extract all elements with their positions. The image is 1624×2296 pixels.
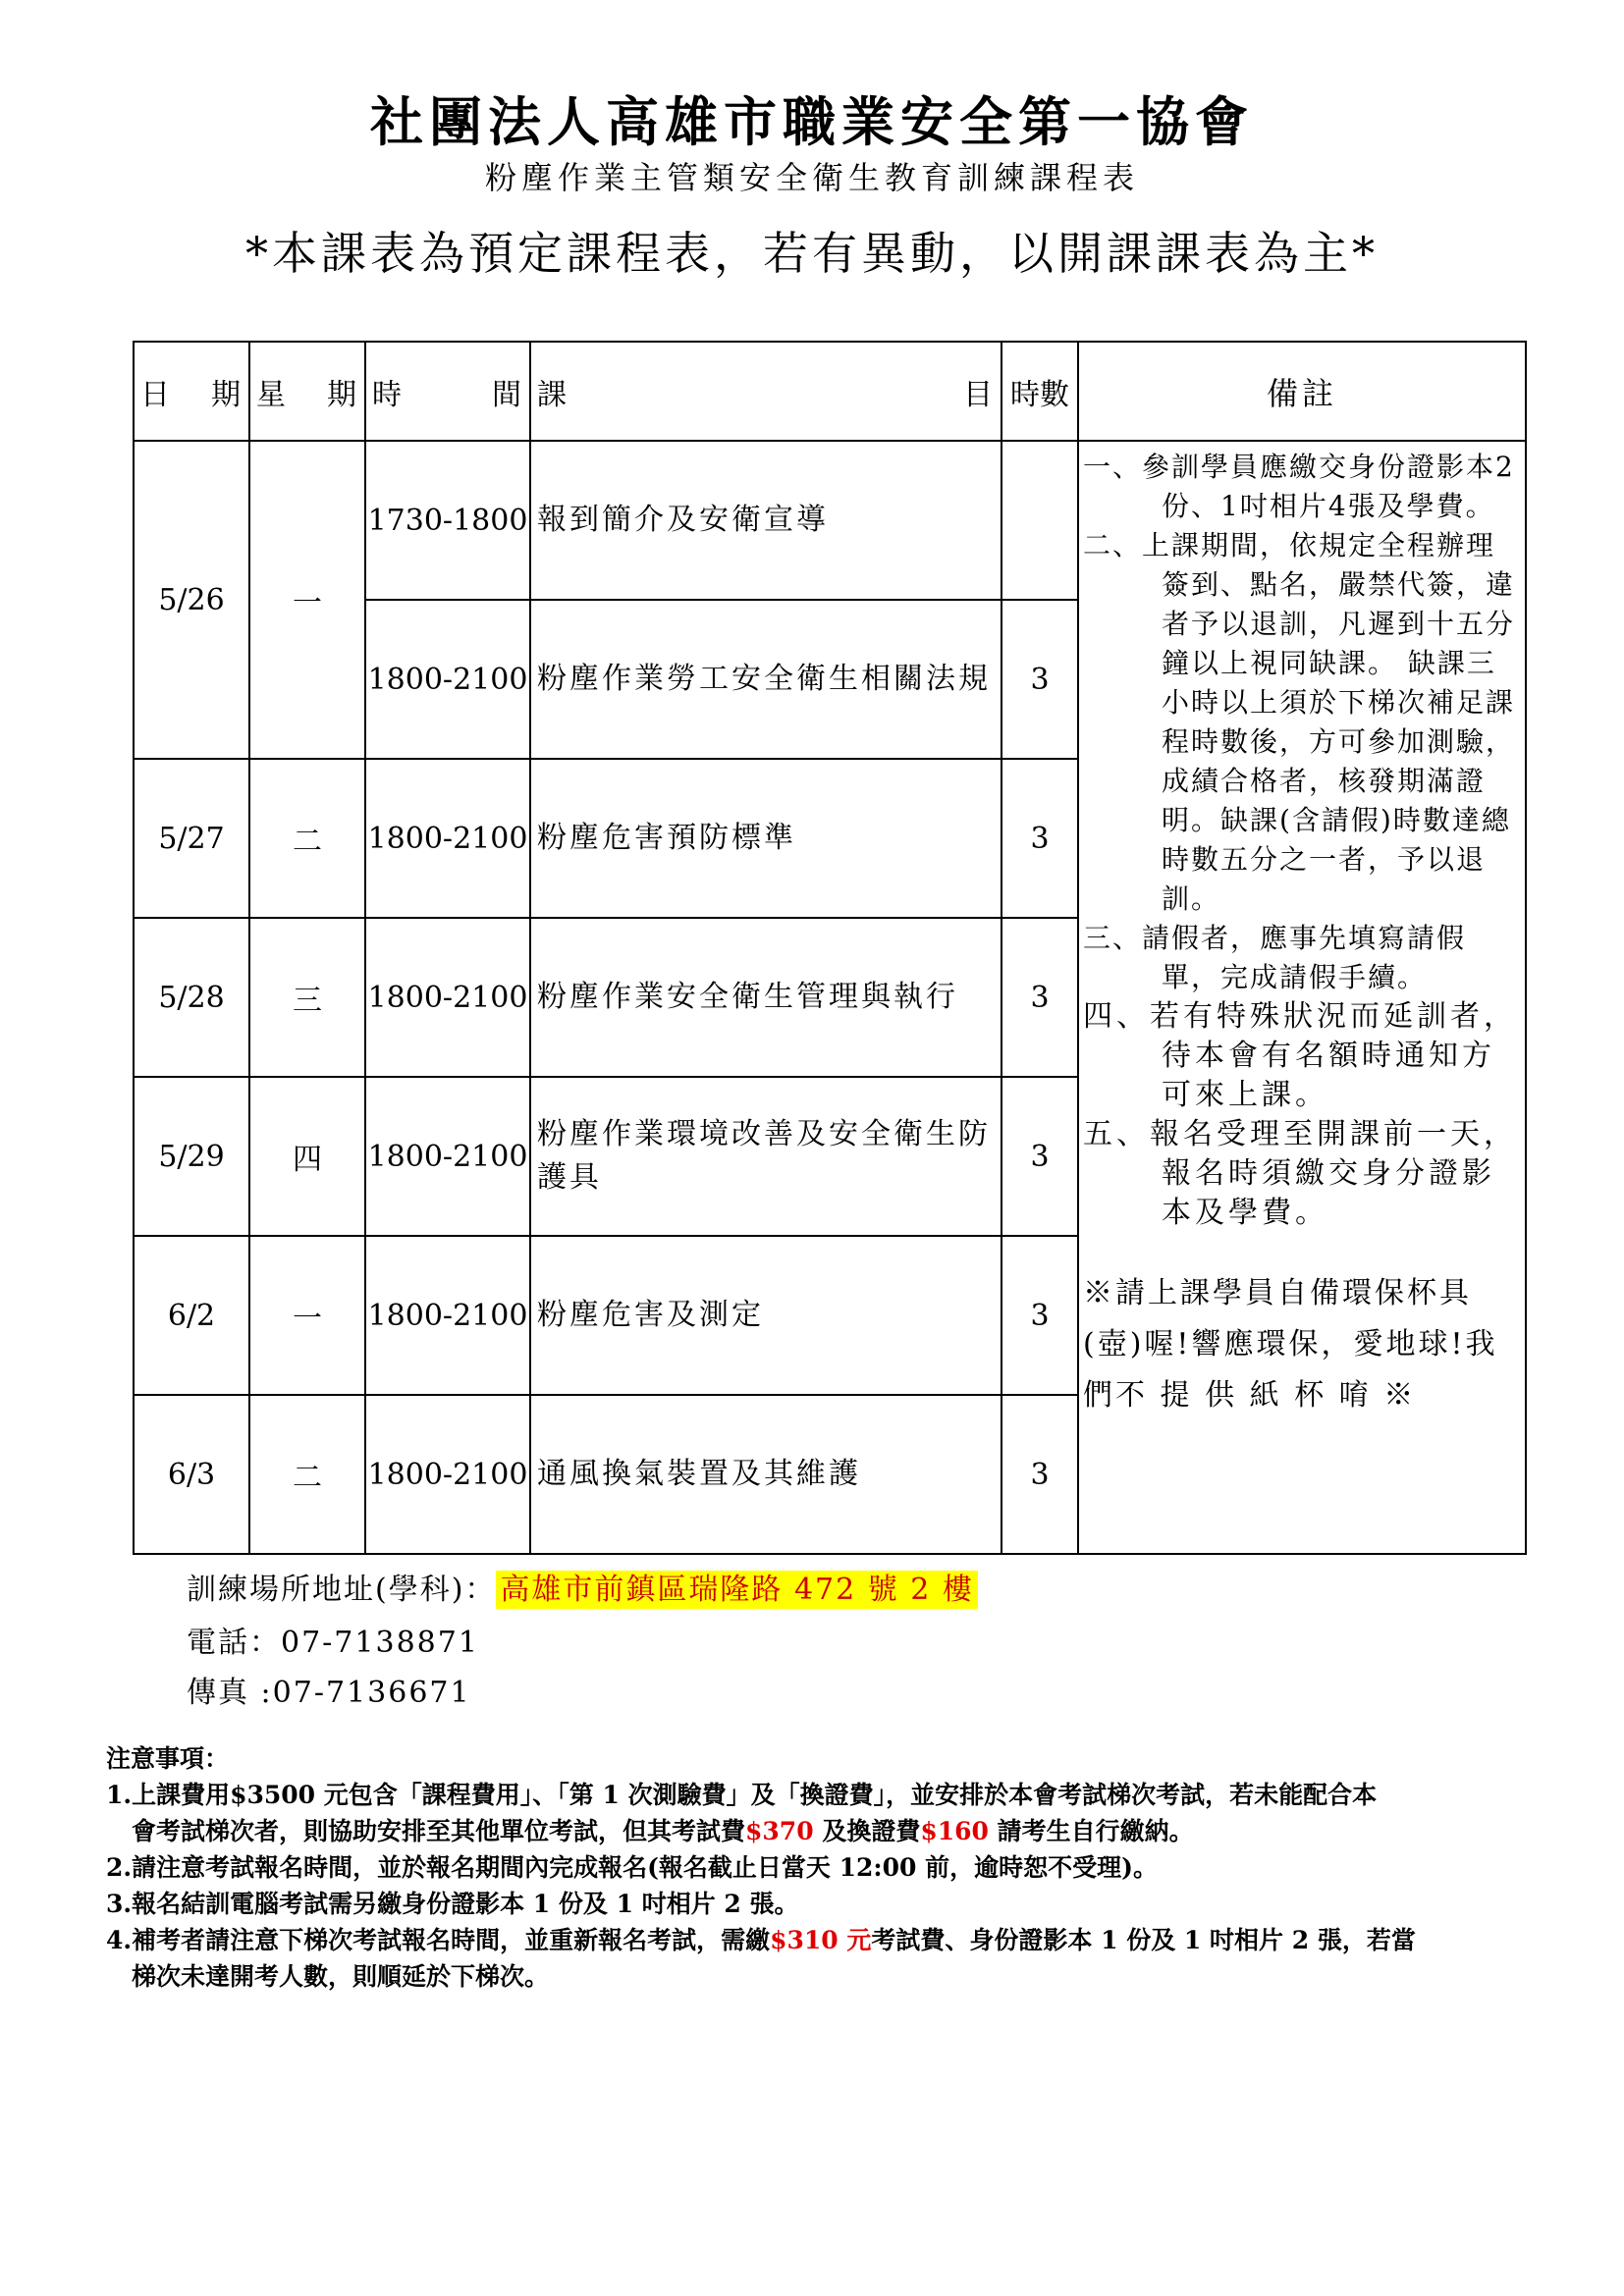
schedule-notice: *本課表為預定課程表，若有異動，以開課課表為主* (245, 227, 1379, 280)
row-hours (1001, 441, 1078, 600)
header-time: 時 間 (365, 342, 530, 441)
header-course: 課 目 (530, 342, 1001, 441)
row-weekday: 二 (249, 759, 365, 918)
remark-4: 四、若有特殊狀況而延訓者，待本會有名額時通知方可來上課。 (1083, 999, 1517, 1112)
row-date: 5/28 (134, 918, 249, 1077)
row-date: 6/3 (134, 1395, 249, 1554)
row-hours: 3 (1001, 1236, 1078, 1395)
phone-value: 07-7138871 (281, 1626, 479, 1660)
phone-line (187, 1618, 479, 1661)
row-hours: 3 (1001, 1077, 1078, 1236)
fax-line (187, 1668, 471, 1711)
row-course: 粉塵作業環境改善及安全衛生防護具 (530, 1077, 1001, 1236)
row-time: 1800-2100 (365, 1395, 530, 1554)
remark-2: 二、上課期間，依規定全程辦理簽到、點名，嚴禁代簽，違者予以退訓，凡遲到十五分鐘以上視同缺課。 缺課三小時以上須於下梯次補足課程時數後，方可參加測驗，成績合格者，核發期滿證明。缺課(含請假)時數達總時數五分之一者，予以退訓。 (1083, 529, 1516, 915)
remarks-cell (1078, 441, 1526, 1554)
page-title: 社團法人高雄市職業安全第一協會 (370, 90, 1254, 153)
row-course: 通風換氣裝置及其維護 (530, 1395, 1001, 1554)
row-weekday: 一 (249, 441, 365, 759)
fax-label: 傳真 : (187, 1676, 273, 1710)
row-date: 5/26 (134, 441, 249, 759)
header-remarks: 備註 (1078, 342, 1526, 441)
row-course: 粉塵作業勞工安全衛生相關法規 (530, 600, 1001, 759)
row-course: 粉塵作業安全衛生管理與執行 (530, 918, 1001, 1077)
row-time: 1730-1800 (365, 441, 530, 600)
header-hours: 時數 (1001, 342, 1078, 441)
row-weekday: 二 (249, 1395, 365, 1554)
remark-3: 三、請假者，應事先填寫請假單，完成請假手續。 (1083, 922, 1467, 993)
attention-item-2: 2.請注意考試報名時間，並於報名期間內完成報名(報名截止日當天 12:00 前，逾時恕不受理)。 (106, 1853, 1158, 1882)
row-hours: 3 (1001, 918, 1078, 1077)
remark-5: 五、報名受理至開課前一天，報名時須繳交身分證影本及學費。 (1083, 1117, 1517, 1230)
row-hours: 3 (1001, 1395, 1078, 1554)
eco-cup-note: ※請上課學員自備環保杯具(壺)喔!響應環保，愛地球!我們不 提 供 紙 杯 唷 ※ (1083, 1276, 1498, 1413)
row-hours: 3 (1001, 759, 1078, 918)
row-weekday: 四 (249, 1077, 365, 1236)
attention-item-3: 3.報名結訓電腦考試需另繳身份證影本 1 份及 1 吋相片 2 張。 (106, 1890, 799, 1918)
row-weekday: 三 (249, 918, 365, 1077)
header-date: 日 期 (134, 342, 249, 441)
row-time: 1800-2100 (365, 600, 530, 759)
row-time: 1800-2100 (365, 1236, 530, 1395)
address-value: 高雄市前鎮區瑞隆路 472 號 2 樓 (496, 1571, 978, 1609)
page-subtitle: 粉塵作業主管類安全衛生教育訓練課程表 (484, 159, 1139, 196)
fax-value: 07-7136671 (272, 1676, 471, 1710)
table-row (134, 441, 1526, 600)
row-weekday: 一 (249, 1236, 365, 1395)
remark-1: 一、參訓學員應繳交身份證影本2份、1吋相片4張及學費。 (1083, 451, 1515, 522)
row-date: 5/27 (134, 759, 249, 918)
course-schedule-table (133, 341, 1527, 1555)
attention-item-4: 4.補考者請注意下梯次考試報名時間，並重新報名考試，需繳$310 元考試費、身份證影本 1 份及 1 吋相片 2 張，若當 梯次未達開考人數，則順延於下梯次。 (106, 1926, 1416, 1991)
header-weekday: 星 期 (249, 342, 365, 441)
row-time: 1800-2100 (365, 759, 530, 918)
address-label: 訓練場所地址(學科)： (187, 1573, 497, 1607)
attention-item-1: 1.上課費用$3500 元包含「課程費用」、「第 1 次測驗費」及「換證費」，並安排於本會考試梯次考試，若未能配合本 會考試梯次者，則協助安排至其他單位考試，但其考試費$370 及換證費$160 請考生自行繳納。 (106, 1781, 1378, 1845)
row-time: 1800-2100 (365, 1077, 530, 1236)
row-time: 1800-2100 (365, 918, 530, 1077)
row-date: 5/29 (134, 1077, 249, 1236)
row-course: 粉塵危害預防標準 (530, 759, 1001, 918)
table-header-row (134, 342, 1526, 441)
training-address (187, 1565, 978, 1608)
attention-title: 注意事項： (106, 1744, 230, 1773)
row-hours: 3 (1001, 600, 1078, 759)
row-date: 6/2 (134, 1236, 249, 1395)
row-course: 報到簡介及安衛宣導 (530, 441, 1001, 600)
phone-label: 電話： (187, 1626, 281, 1660)
row-course: 粉塵危害及測定 (530, 1236, 1001, 1395)
